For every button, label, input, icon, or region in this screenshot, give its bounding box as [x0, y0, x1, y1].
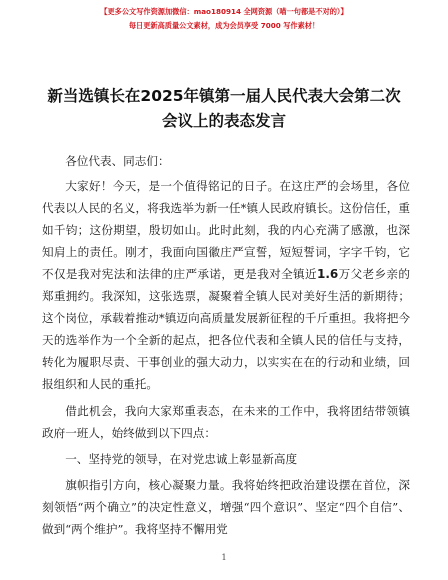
document-title: 新当选镇长在2025年镇第一届人民代表大会第二次会议上的表态发言	[47, 87, 401, 130]
section-heading-1: 一、坚持党的领导，在对党忠诚上彰显新高度	[65, 452, 298, 466]
population-number: 1.6	[316, 267, 339, 281]
salutation: 各位代表、同志们：	[65, 154, 170, 168]
paragraph-2: 借此机会，我向大家郑重表态，在未来的工作中，我将团结带领镇政府一班人，始终做到以下四点：	[42, 404, 410, 440]
paragraph-1	[42, 175, 410, 395]
promo-banner-line2: 每日更新高质量公文素材，成为会员享受 7000 写作素材！	[128, 21, 320, 30]
page-number: 1	[221, 553, 227, 562]
document-body	[42, 150, 410, 540]
paragraph-1-part-a: 大家好！今天，是一个值得铭记的日子。在这庄严的会场里，各位代表以人民的名义，将我选举为新一任*镇人民政府镇长。这份信任，重如千钧；这份期望，殷切如山。此时此刻，我的内心充满了感激，也深知肩上的责任。刚才，我面向国徽庄严宣誓，短短誓词，字字千钧，它不仅是我对宪法和法律的庄严承诺，更是我对全镇近	[42, 179, 410, 281]
paragraph-1-part-b: 万父老乡亲的郑重拥约。我深知，这张选票，凝聚着全镇人民对美好生活的新期待；这个岗位，承载着推动*镇迈向高质量发展新征程的千斤重担。我将把今天的选举作为一个全新的起点，把各位代表和全镇人民的信任与支持，转化为履职尽责、干事创业的强大动力，以实实在在的行动和业绩，回报组织和人民的重托。	[42, 267, 410, 391]
promo-banner	[0, 6, 448, 31]
promo-banner-line1: 【更多公文写作资源加微信：mao180914 全网资源（喵一句都是不对的）】	[100, 7, 348, 16]
paragraph-3: 旗帜指引方向，核心凝聚力量。我将始终把政治建设摆在首位，深刻领悟“两个确立”的决定性意义，增强“四个意识”、坚定“四个自信”、做到“两个维护”。我将坚持不懈用党	[42, 478, 410, 536]
